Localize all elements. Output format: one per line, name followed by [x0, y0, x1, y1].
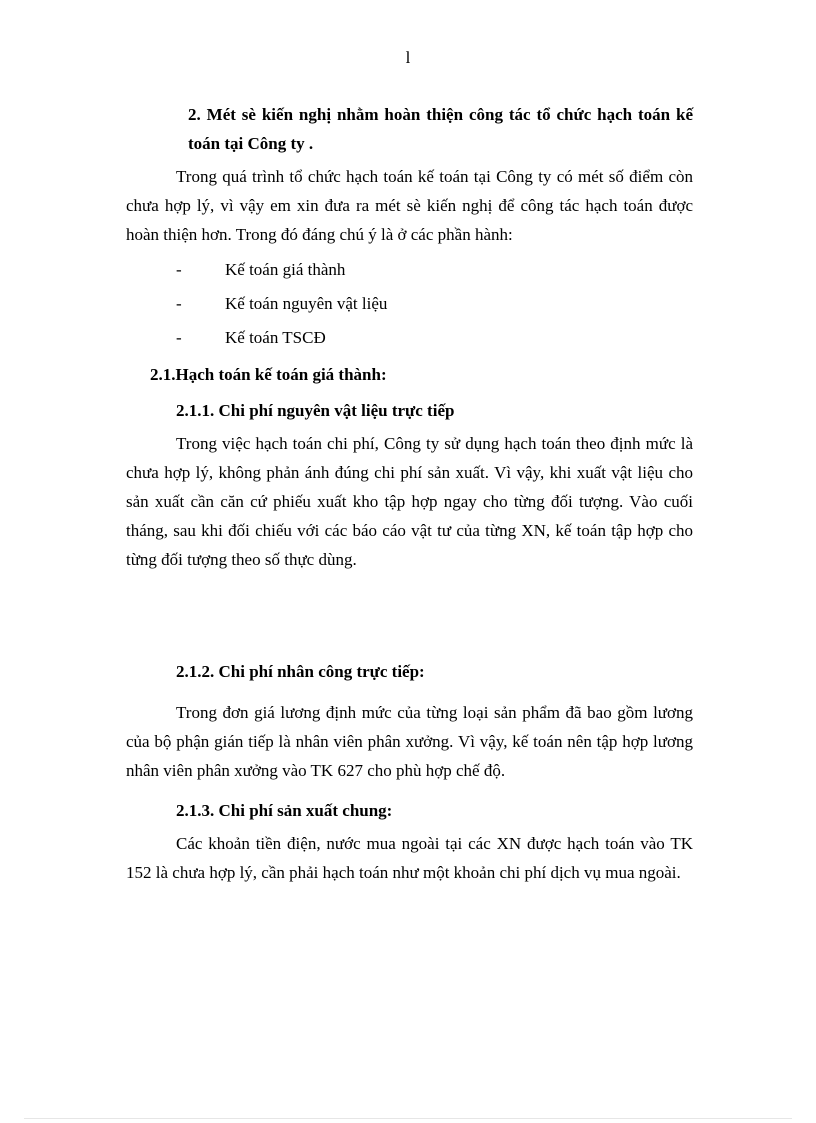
page-bottom-divider — [24, 1118, 792, 1119]
bullet-list — [126, 253, 693, 355]
item-body-2-1-2: Trong đơn giá lương định mức của từng loại sản phẩm đã bao gồm lương của bộ phận gián tiếp là nhân viên phân xưởng. Vì vậy, kế toán nên tập hợp lương nhân viên phân xưởng vào TK 627 cho phù hợp chế độ. — [126, 703, 693, 780]
blank-space — [126, 574, 693, 656]
list-item — [126, 253, 693, 287]
bullet-text: Kế toán giá thành — [225, 260, 346, 279]
item-body-2-1-1: Trong việc hạch toán chi phí, Công ty sử dụng hạch toán theo định mức là chưa hợp lý, không phản ánh đúng chi phí sản xuất. Vì vậy, khi xuất vật liệu cho sản xuất cần căn cứ phiếu xuất kho tập hợp ngay cho từng đối tượng. Vào cuối tháng, sau khi đối chiếu với các báo cáo vật tư của từng XN, kế toán tập hợp cho từng đối tượng theo số thực dùng. — [126, 434, 693, 569]
bullet-dash: - — [176, 260, 182, 279]
section-heading: 2. Mét sè kiến nghị nhằm hoàn thiện công tác tổ chức hạch toán kế toán tại Công ty . — [188, 105, 693, 153]
item-heading-2-1-1: 2.1.1. Chi phí nguyên vật liệu trực tiếp — [176, 401, 455, 420]
item-heading-2-1-3: 2.1.3. Chi phí sản xuất chung: — [176, 801, 393, 820]
list-item — [126, 321, 693, 355]
bullet-text: Kế toán TSCĐ — [225, 328, 326, 347]
list-item — [126, 287, 693, 321]
subsection-heading: 2.1.Hạch toán kế toán giá thành: — [150, 365, 387, 384]
bullet-text: Kế toán nguyên vật liệu — [225, 294, 388, 313]
document-body — [126, 100, 693, 887]
page-number: l — [405, 48, 411, 67]
bullet-dash: - — [176, 294, 182, 313]
bullet-dash: - — [176, 328, 182, 347]
item-heading-2-1-2: 2.1.2. Chi phí nhân công trực tiếp: — [176, 662, 425, 681]
intro-paragraph: Trong quá trình tổ chức hạch toán kế toán tại Công ty có mét số điểm còn chưa hợp lý, vì vậy em xin đưa ra mét sè kiến nghị để công tác hạch toán được hoàn thiện hơn. Trong đó đáng chú ý là ở các phần hành: — [126, 167, 693, 244]
item-body-2-1-3: Các khoản tiền điện, nước mua ngoài tại các XN được hạch toán vào TK 152 là chưa hợp lý, cần phải hạch toán như một khoản chi phí dịch vụ mua ngoài. — [126, 834, 693, 882]
